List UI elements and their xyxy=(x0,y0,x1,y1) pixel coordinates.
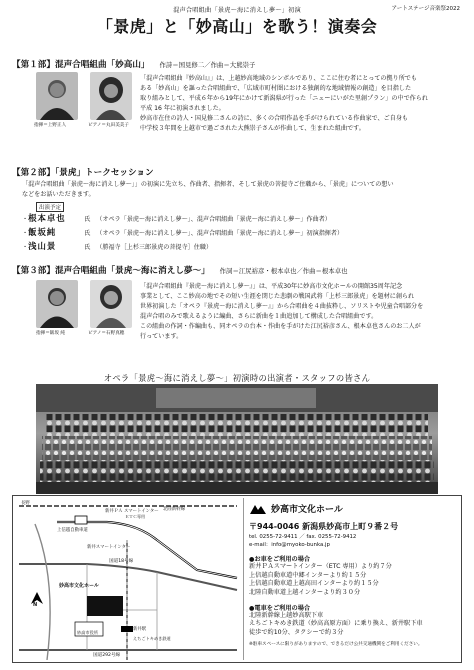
venue-info xyxy=(249,502,459,647)
part3-section xyxy=(12,264,464,276)
group-photo-caption: オペラ「景虎〜海に消えし夢〜」初演時の出演者・スタッフの皆さん xyxy=(103,373,371,383)
part3-text: 「混声合唱組曲『景虎〜海に消えし夢〜』」は、平成30年に妙高市文化ホールの開館35周年記念 事業として、ここ妙高の地でその短い生涯を閉じた悲劇の戦国武将「上杉三郎景虎」を題材に創られ 世界初演した「オペラ『景虎〜海に消えし夢〜』」から合唱曲を４曲抜粋し、ソリストや児童合唱部分を 混声合唱のみで歌えるように編曲、さらに新曲を１曲追加して構成した合唱組曲です。 この組曲の作詞・作編曲も、同オペラの台本・作曲を手がけた江尻裕彦さん、根本卓也さんのお二人が 行っています。 xyxy=(140,283,424,340)
parking-note: ※駐車スペースに限りがありますので、できるだけ公共交通機関をご利用ください。 xyxy=(249,642,423,648)
performer-name: 飯坂純 xyxy=(28,227,57,237)
part1-heading: 【第１部】混声合唱組曲「妙高山」 作詩＝国見修二／作曲＝大熊崇子 xyxy=(12,60,256,70)
car-route: 上信越自動車道中郷インターより約１５分 xyxy=(249,571,367,579)
performer-role: （オペラ「景虎〜海に消えし夢〜」、混声合唱組曲「景虎〜海に消えし夢〜」初演指揮者） xyxy=(96,230,344,237)
venue-tel: tel. 0255-72-9411 ／ fax. 0255-72-9412 xyxy=(249,534,357,540)
car-heading: ●お車をご利用の場合 xyxy=(249,556,311,564)
venue-email: e-mail：info@myoko-bunka.jp xyxy=(249,541,330,548)
car-route: 新井ＰＡスマートインター（ETC 専用）より約７分 xyxy=(249,563,392,571)
performer-row: ・根本卓也 氏 （オペラ「景虎〜海に消えし夢〜」、混声合唱組曲「景虎〜海に消えし夢〜」作曲者） xyxy=(22,213,331,223)
part2-heading: 【第２部】「景虎」トークセッション xyxy=(12,168,154,178)
map-label-station: 新井駅 xyxy=(133,627,147,632)
performer-name: 浅山景 xyxy=(28,241,57,251)
part2-text: 「混声合唱組曲「景虎〜海に消えし夢〜」」の初演に先立ち、作曲者、指揮者、そして景虎の菩提寺ご住職から、「景虎」についての想い などをお話いただきます。 xyxy=(22,181,394,198)
car-route: 北陸自動車道上越インターより約３０分 xyxy=(249,588,361,596)
part1-credit: 作詩＝国見修二／作曲＝大熊崇子 xyxy=(159,61,256,69)
part1-photo1-caption: 指揮＝上野正人 xyxy=(34,123,67,128)
train-routes xyxy=(249,612,459,638)
train-route: えちごトキめき鉄道（妙高高原方面）に乗り換え、新井駅下車 xyxy=(249,620,423,628)
access-map xyxy=(17,500,239,660)
pianist-photo-maruta xyxy=(90,72,132,120)
train-heading: ●電車をご利用の場合 xyxy=(249,604,311,612)
map-label-etc: ＥＴＣ専用 xyxy=(125,514,145,519)
part1-section xyxy=(12,58,464,70)
performer-role: （オペラ「景虎〜海に消えし夢〜」、混声合唱組曲「景虎〜海に消えし夢〜」作曲者） xyxy=(96,216,331,223)
conductor-photo-ueno xyxy=(36,72,78,120)
map-label-route292: 国道292号線 xyxy=(93,653,121,658)
north-arrow-label: N xyxy=(33,602,38,608)
map-label-joetsu: 上信越自動車道 xyxy=(57,528,88,533)
pianist-photo-ishino xyxy=(90,280,132,328)
conductor-photo-iisaka xyxy=(36,280,78,328)
venue-logo-icon xyxy=(249,503,267,515)
car-route: 上信越自動車道上越高田インターより約１５分 xyxy=(249,580,379,588)
train-route: 北陸新幹線上越妙高駅下車 xyxy=(249,611,324,619)
map-label-toki: えちごトキめき鉄道 xyxy=(133,636,171,641)
map-label-hall: 妙高市文化ホール xyxy=(59,583,99,589)
performer-row: ・浅山景 氏 （勝福寺［上杉三郎景虎の菩提寺］住職） xyxy=(22,241,213,251)
part3-credit: 作詞＝江尻裕彦・根本卓也／作曲＝根本卓也 xyxy=(219,267,348,275)
venue-address: 〒944-0046 新潟県妙高市上町９番２号 xyxy=(249,522,399,531)
map-label-shiyakusho: 妙高市役所 xyxy=(77,630,98,635)
header-subtitle: 混声合唱組曲「景虎〜海に消えし夢〜」初演 xyxy=(173,7,301,14)
map-label-hokuriku: 北陸新幹線 xyxy=(163,507,185,512)
map-label-shin-ikeda: 新井ＰＡ スマートインター xyxy=(105,509,159,514)
part1-photo2-caption: ピアノ＝丸田美美子 xyxy=(88,123,129,128)
performer-name: 根本卓也 xyxy=(28,213,66,223)
map-label-route18: 国道18号線 xyxy=(109,559,134,564)
access-info-box xyxy=(12,495,462,663)
part3-photo2-caption: ピアノ＝石野真穂 xyxy=(88,331,125,336)
page-title: 「景虎」と「妙高山」を歌う！演奏会 xyxy=(96,17,378,36)
car-routes xyxy=(249,563,459,597)
performer-role: （勝福寺［上杉三郎景虎の菩提寺］住職） xyxy=(96,244,213,251)
yotei-label: 出演予定 xyxy=(36,202,64,212)
train-route: 徒歩で約10分、タクシーで約３分 xyxy=(249,628,344,636)
venue-name: 妙高市文化ホール xyxy=(271,505,343,515)
part3-photo1-caption: 指揮＝飯坂 純 xyxy=(36,331,66,336)
box-divider xyxy=(243,498,244,660)
header xyxy=(0,0,474,42)
event-tag: アートステージ音楽祭2022 xyxy=(391,6,460,12)
venue-title xyxy=(249,502,459,515)
part2-section xyxy=(12,166,464,178)
part3-heading: 【第３部】混声合唱組曲「景虎〜海に消えし夢〜」 作詞＝江尻裕彦・根本卓也／作曲＝根本卓也 xyxy=(12,266,348,276)
performers-box xyxy=(22,202,462,262)
performer-row: ・飯坂純 氏 （オペラ「景虎〜海に消えし夢〜」、混声合唱組曲「景虎〜海に消えし夢〜」初演指揮者） xyxy=(22,227,344,237)
part1-text: 「混声合唱組曲『妙高山』」は、上越妙高地域のシンボルであり、ここに住む者にとっての拠り所でも ある「妙高山」を謳った合唱組曲で、「広域市町村圏における独創的な地域情報の創造」を目指した 取り組みとして、平成６年から19年にかけて新潟県が行った「ニューにいがた里創プラン」の中で作られ 平成 16 年に初演されました。 妙高市在住の詩人・国見修二さんの詩に、多くの合唱作品を手がけられている作曲家で、ご自身も 中学校３年間を上越市で過ごされた大熊崇子さんが作曲して、生まれた組曲です。 xyxy=(140,75,428,132)
group-photo xyxy=(36,384,438,494)
map-label-chiyohara: 長野 xyxy=(21,501,30,506)
map-label-arai-ic: 新井スマートインター xyxy=(87,545,131,550)
